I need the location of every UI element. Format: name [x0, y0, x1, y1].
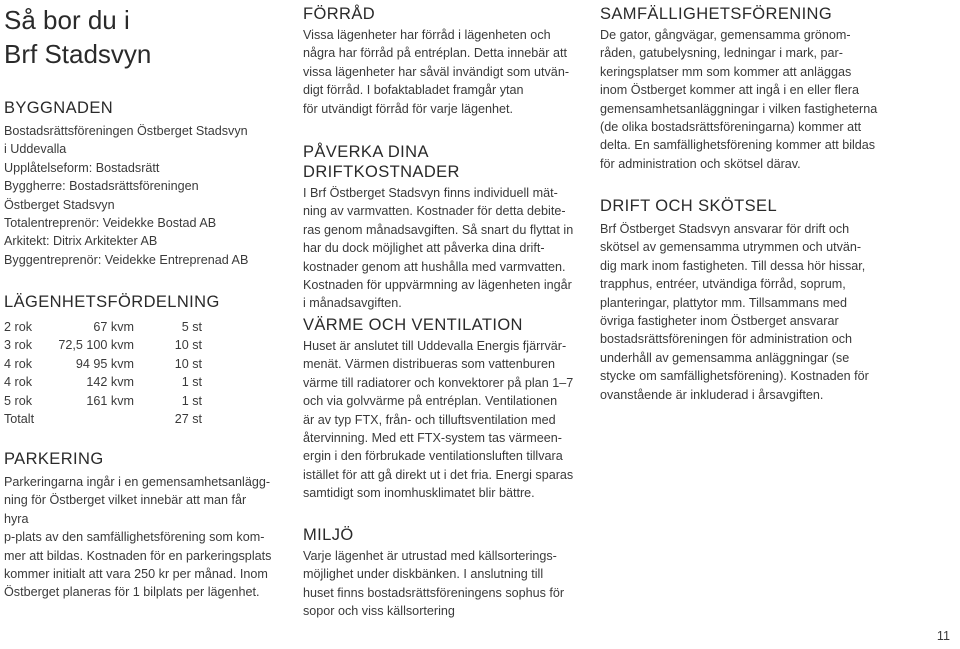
count-cell: 1 st [181, 393, 202, 408]
building-section [4, 98, 248, 269]
distribution-total-row [4, 410, 220, 428]
distribution-row [4, 336, 220, 354]
size-cell: 72,5 100 kvm [58, 338, 134, 353]
page-title [4, 4, 274, 100]
page-title-line-1: Så bor du i [4, 5, 130, 35]
rooms-cell: 5 rok [4, 393, 32, 408]
total-label: Totalt [4, 411, 35, 426]
distribution-row [4, 392, 220, 410]
maintenance-section [600, 196, 869, 404]
apartment-distribution-section [4, 292, 220, 428]
total-count: 27 st [174, 411, 202, 426]
environment-heading: MILJÖ [303, 526, 354, 544]
page-title-line-2: Brf Stadsvyn [4, 39, 152, 69]
maintenance-heading: DRIFT OCH SKÖTSEL [600, 197, 778, 215]
building-heading: BYGGNADEN [4, 99, 114, 117]
operating-costs-heading: PÅVERKA DINA DRIFTKOSTNADER [303, 143, 460, 181]
association-section [600, 4, 877, 173]
rooms-cell: 3 rok [4, 338, 32, 353]
building-details [4, 122, 248, 269]
distribution-heading: LÄGENHETSFÖRDELNING [4, 293, 220, 311]
building-line: Totalentreprenör: Veidekke Bostad AB [4, 216, 217, 231]
parking-text: Parkeringarna ingår i en gemensamhetsanlägg- ning för Östberget vilket innebär att man får hyra p-plats av den samfällighetsförening som kom- mer att bildas. Kostnaden för en parkeringsplats kommer initialt att vara 250 kr per månad. Inom Östberget planeras för 1 bilplats per lägenhet. [4, 475, 272, 600]
building-line: i Uddevalla [4, 142, 67, 157]
parking-section [4, 449, 274, 602]
building-line: Byggherre: Bostadsrättsföreningen [4, 179, 199, 194]
size-cell: 67 kvm [93, 320, 134, 334]
size-cell: 161 kvm [86, 393, 134, 408]
building-line: Bostadsrättsföreningen Östberget Stadsvyn [4, 124, 248, 138]
distribution-row [4, 373, 220, 391]
distribution-table [4, 318, 220, 428]
heating-text: Huset är anslutet till Uddevalla Energis fjärrvär- menät. Värmen distribueras som vattenburen värme till radiatorer och konvektorer på plan 1–7 och via golvvärme på entréplan. Ventilationen är av typ FTX, från- och tilluftsventilation med återvinning. Med ett FTX-system tas värmeen- ergin i den förbrukade ventilationsluften tillvara istället för att gå direkt ut i det fria. Energi sparas samtidigt som inomhusklimatet blir bättre. [303, 339, 574, 501]
distribution-row [4, 355, 220, 373]
count-cell: 10 st [174, 356, 202, 371]
association-heading: SAMFÄLLIGHETSFÖRENING [600, 5, 833, 23]
rooms-cell: 4 rok [4, 356, 32, 371]
storage-section [303, 4, 569, 118]
storage-heading: FÖRRÅD [303, 5, 376, 23]
building-line: Upplåtelseform: Bostadsrätt [4, 160, 160, 175]
parking-heading: PARKERING [4, 450, 104, 468]
size-cell: 94 95 kvm [75, 356, 134, 371]
count-cell: 10 st [174, 338, 202, 353]
building-line: Östberget Stadsvyn [4, 197, 115, 212]
size-cell: 142 kvm [86, 375, 134, 390]
left-column [4, 0, 274, 600]
operating-costs-section [303, 142, 578, 313]
storage-text: Vissa lägenheter har förråd i lägenheten och några har förråd på entréplan. Detta innebär att vissa lägenheter har såväl invändigt som utvän- digt förråd. I bofaktabladet framgår ytan för utvändigt förråd för varje lägenhet. [303, 28, 570, 116]
association-text: De gator, gångvägar, gemensamma grönom- råden, gatubelysning, ledningar i mark, par- keringsplatser mm som kommer att anläggas inom Östberget kommer att ingå i en eller flera gemensamhetsanläggningar i vilken fastigheterna (de olika bostadsrättsföreningarna) kommer att delta. En samfällighetsförening kommer att bildas för administration och skötsel därav. [600, 28, 878, 171]
environment-section [303, 525, 564, 621]
rooms-cell: 4 rok [4, 375, 32, 390]
environment-text: Varje lägenhet är utrustad med källsorterings- möjlighet under diskbänken. I anslutning till huset finns bostadsrättsföreningens sophus för sopor och viss källsortering [303, 549, 565, 619]
building-line: Byggentreprenör: Veidekke Entreprenad AB [4, 252, 249, 267]
count-cell: 5 st [181, 320, 202, 334]
distribution-row [4, 318, 220, 336]
count-cell: 1 st [181, 375, 202, 390]
heating-section [303, 315, 573, 503]
operating-costs-text: I Brf Östberget Stadsvyn finns individuell mät- ning av varmvatten. Kostnader för detta debite- ras genom månadsavgiften. Så snart du flyttat in har du dock möjlighet att påverka dina drift- kostnader genom att hushålla med varmvatten. Kostnaden för uppvärmning av lägenheten ingår i månadsavgiften. [303, 186, 574, 311]
building-line: Arkitekt: Ditrix Arkitekter AB [4, 234, 158, 249]
heating-heading: VÄRME OCH VENTILATION [303, 316, 523, 334]
page-number: 11 [936, 629, 950, 643]
rooms-cell: 2 rok [4, 320, 32, 334]
maintenance-text: Brf Östberget Stadsvyn ansvarar för drift och skötsel av gemensamma utrymmen och utvän- dig mark inom fastigheten. Till dessa hör hissar, trapphus, entréer, utvändiga förråd, soprum, planteringar, plattytor mm. Tillsammans med övriga fastigheter inom Östberget ansvarar bostadsrättsföreningen för administration och underhåll av gemensamma anläggningar (se stycke om samfällighetsförening). Kostnaden för ovanstående är inkluderad i årsavgiften. [600, 222, 869, 402]
